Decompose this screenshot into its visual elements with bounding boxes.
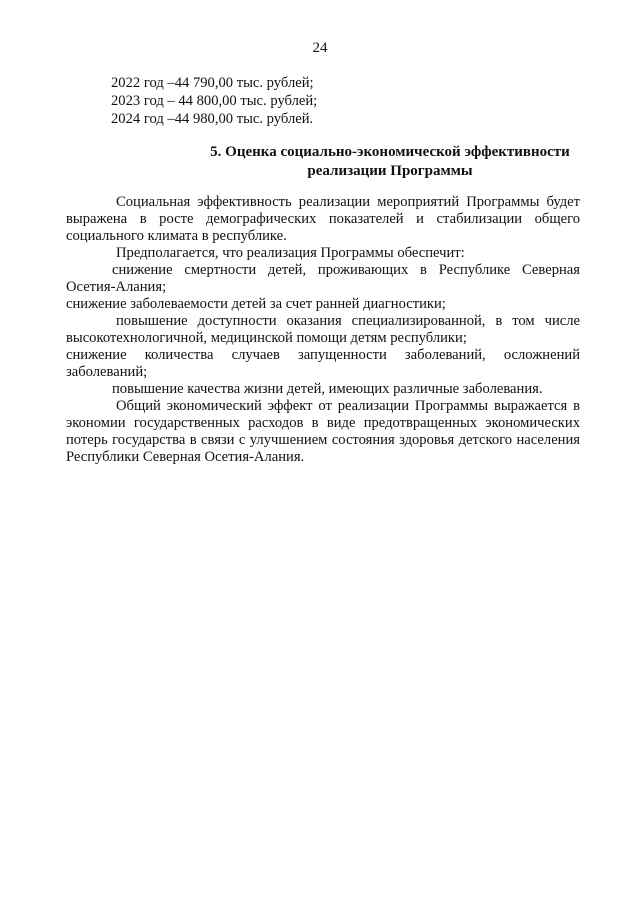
list-item-accessibility: повышение доступности оказания специализированной, в том числе высокотехнологичной, медицинской помощи детям республики;: [66, 313, 580, 346]
section-heading-line1: 5. Оценка социально-экономической эффективности: [210, 144, 570, 160]
section-heading: [140, 143, 640, 181]
list-item-neglected-cases: снижение количества случаев запущенности заболеваний, осложнений заболеваний;: [66, 347, 580, 380]
list-item-quality-of-life: повышение качества жизни детей, имеющих различные заболевания.: [112, 381, 543, 397]
financing-list: [111, 75, 317, 129]
paragraph-economic-effect: Общий экономический эффект от реализации Программы выражается в экономии государственных расходов в виде предотвращенных экономических потерь государства в связи с улучшением состояния здоровья детского населения Республики Северная Осетия-Алания.: [66, 398, 580, 465]
paragraph-expected-results: Предполагается, что реализация Программы обеспечит:: [116, 245, 465, 261]
paragraph-social-effect: Социальная эффективность реализации мероприятий Программы будет выражена в росте демографических показателей и стабилизации общего социального климата в республике.: [66, 194, 580, 244]
list-item-morbidity: снижение заболеваемости детей за счет ранней диагностики;: [66, 296, 446, 312]
page-number: 24: [312, 40, 328, 56]
financing-item-2024: 2024 год –44 980,00 тыс. рублей.: [111, 111, 314, 127]
section-body: [66, 194, 580, 466]
financing-item-2022: 2022 год –44 790,00 тыс. рублей;: [111, 75, 314, 91]
list-item-mortality: снижение смертности детей, проживающих в Республике Северная Осетия-Алания;: [66, 262, 580, 295]
section-heading-line2: реализации Программы: [307, 163, 473, 179]
financing-item-2023: 2023 год – 44 800,00 тыс. рублей;: [111, 93, 318, 109]
